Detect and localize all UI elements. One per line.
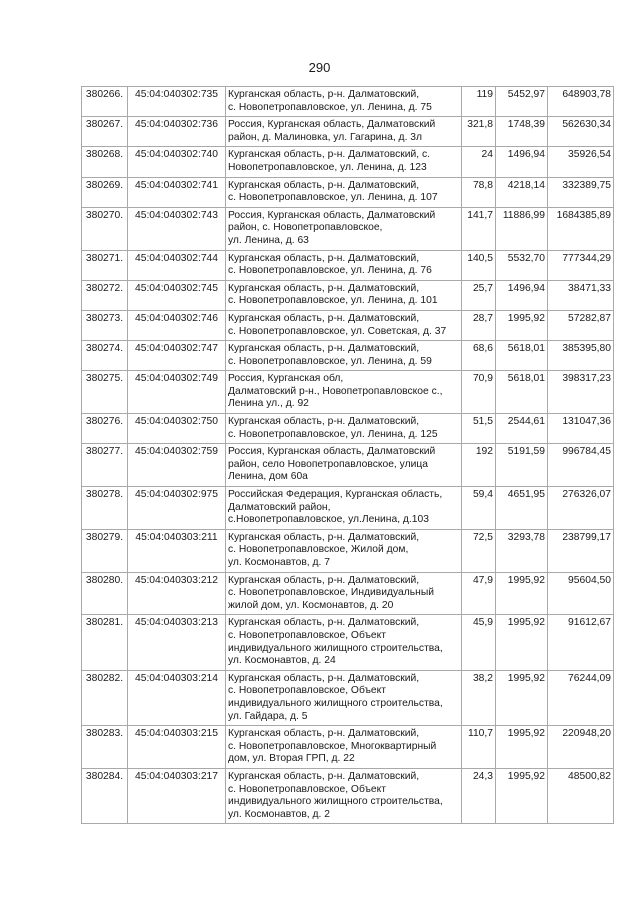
address-line: ул. Космонавтов, д. 2	[228, 808, 330, 820]
area-cell: 24	[462, 147, 496, 177]
address-cell	[226, 87, 462, 117]
specific-value-cell: 1995,92	[496, 572, 548, 615]
address-line: с. Новопетропавловское, Объект	[228, 685, 386, 697]
cadastral-value-cell: 332389,75	[548, 177, 614, 207]
address-line: Далматовский р-н., Новопетропавловское с.,	[228, 385, 443, 397]
address-cell	[226, 250, 462, 280]
table-row	[82, 177, 614, 207]
table-body	[82, 87, 614, 824]
specific-value-cell: 1496,94	[496, 147, 548, 177]
address-line: ул. Гайдара, д. 5	[228, 710, 308, 722]
address-line: с. Новопетропавловское, Объект	[228, 783, 386, 795]
cadastral-number-cell: 45:04:040302:975	[128, 487, 226, 530]
area-cell: 59,4	[462, 487, 496, 530]
row-number-cell: 380276.	[82, 414, 128, 444]
address-line: с. Новопетропавловское, ул. Ленина, д. 59	[228, 355, 432, 367]
address-line: с. Новопетропавловское, Объект	[228, 629, 386, 641]
specific-value-cell: 1995,92	[496, 768, 548, 823]
address-line: с. Новопетропавловское, Жилой дом,	[228, 544, 409, 556]
address-line: индивидуального жилищного строительства,	[228, 642, 443, 654]
address-cell	[226, 487, 462, 530]
area-cell: 78,8	[462, 177, 496, 207]
address-line: Россия, Курганская область, Далматовский	[228, 209, 436, 221]
cadastral-number-cell: 45:04:040302:736	[128, 117, 226, 147]
cadastral-value-cell: 276326,07	[548, 487, 614, 530]
address-cell	[226, 768, 462, 823]
cadastral-number-cell: 45:04:040302:749	[128, 371, 226, 414]
address-line: с. Новопетропавловское, ул. Ленина, д. 101	[228, 295, 438, 307]
specific-value-cell: 1995,92	[496, 310, 548, 340]
specific-value-cell: 5191,59	[496, 444, 548, 487]
row-number-cell: 380267.	[82, 117, 128, 147]
cadastral-value-cell: 777344,29	[548, 250, 614, 280]
row-number-cell: 380283.	[82, 726, 128, 769]
row-number-cell: 380272.	[82, 280, 128, 310]
cadastral-value-cell: 238799,17	[548, 529, 614, 572]
table-row	[82, 726, 614, 769]
address-line: ул. Космонавтов, д. 24	[228, 655, 336, 667]
address-line: с. Новопетропавловское, ул. Ленина, д. 76	[228, 265, 432, 277]
address-line: с. Новопетропавловское, Многоквартирный	[228, 740, 437, 752]
specific-value-cell: 5618,01	[496, 341, 548, 371]
table-row	[82, 572, 614, 615]
address-line: с. Новопетропавловское, ул. Ленина, д. 107	[228, 192, 438, 204]
area-cell: 24,3	[462, 768, 496, 823]
area-cell: 45,9	[462, 615, 496, 670]
address-cell	[226, 371, 462, 414]
cadastral-number-cell: 45:04:040302:746	[128, 310, 226, 340]
address-line: ул. Ленина, д. 63	[228, 234, 309, 246]
row-number-cell: 380279.	[82, 529, 128, 572]
address-cell	[226, 147, 462, 177]
address-line: район, д. Малиновка, ул. Гагарина, д. 3л	[228, 131, 423, 143]
table-row	[82, 207, 614, 250]
address-line: дом, ул. Вторая ГРП, д. 22	[228, 753, 355, 765]
address-cell	[226, 670, 462, 725]
area-cell: 68,6	[462, 341, 496, 371]
address-line: Курганская область, р-н. Далматовский,	[228, 728, 420, 740]
table-row	[82, 117, 614, 147]
cadastral-number-cell: 45:04:040303:211	[128, 529, 226, 572]
cadastral-value-cell: 76244,09	[548, 670, 614, 725]
address-cell	[226, 726, 462, 769]
cadastral-number-cell: 45:04:040302:745	[128, 280, 226, 310]
address-cell	[226, 177, 462, 207]
cadastral-value-cell: 648903,78	[548, 87, 614, 117]
specific-value-cell: 11886,99	[496, 207, 548, 250]
row-number-cell: 380268.	[82, 147, 128, 177]
area-cell: 140,5	[462, 250, 496, 280]
table-row	[82, 768, 614, 823]
cadastral-value-cell: 35926,54	[548, 147, 614, 177]
table-row	[82, 250, 614, 280]
cadastral-number-cell: 45:04:040302:735	[128, 87, 226, 117]
cadastral-value-cell: 996784,45	[548, 444, 614, 487]
address-line: Курганская область, р-н. Далматовский,	[228, 672, 420, 684]
cadastral-value-cell: 562630,34	[548, 117, 614, 147]
address-line: Курганская область, р-н. Далматовский,	[228, 252, 420, 264]
row-number-cell: 380274.	[82, 341, 128, 371]
address-cell	[226, 572, 462, 615]
table-row	[82, 310, 614, 340]
address-line: Новопетропавловское, ул. Ленина, д. 123	[228, 161, 427, 173]
row-number-cell: 380278.	[82, 487, 128, 530]
row-number-cell: 380266.	[82, 87, 128, 117]
cadastral-value-cell: 57282,87	[548, 310, 614, 340]
cadastral-number-cell: 45:04:040302:740	[128, 147, 226, 177]
cadastral-number-cell: 45:04:040303:212	[128, 572, 226, 615]
cadastral-number-cell: 45:04:040302:743	[128, 207, 226, 250]
area-cell: 192	[462, 444, 496, 487]
row-number-cell: 380271.	[82, 250, 128, 280]
area-cell: 47,9	[462, 572, 496, 615]
cadastral-number-cell: 45:04:040303:214	[128, 670, 226, 725]
specific-value-cell: 1496,94	[496, 280, 548, 310]
specific-value-cell: 1995,92	[496, 726, 548, 769]
address-line: Курганская область, р-н. Далматовский, с.	[228, 149, 431, 161]
specific-value-cell: 5452,97	[496, 87, 548, 117]
address-line: Курганская область, р-н. Далматовский,	[228, 416, 420, 428]
address-cell	[226, 444, 462, 487]
row-number-cell: 380281.	[82, 615, 128, 670]
table-row	[82, 87, 614, 117]
cadastral-number-cell: 45:04:040302:750	[128, 414, 226, 444]
address-line: район, село Новопетропавловское, улица	[228, 458, 428, 470]
table-row	[82, 487, 614, 530]
area-cell: 72,5	[462, 529, 496, 572]
specific-value-cell: 2544,61	[496, 414, 548, 444]
page-number: 290	[308, 60, 331, 75]
row-number-cell: 380275.	[82, 371, 128, 414]
cadastral-value-cell: 385395,80	[548, 341, 614, 371]
area-cell: 28,7	[462, 310, 496, 340]
cadastral-number-cell: 45:04:040302:744	[128, 250, 226, 280]
address-line: Курганская область, р-н. Далматовский,	[228, 343, 420, 355]
cadastral-number-cell: 45:04:040302:747	[128, 341, 226, 371]
address-line: индивидуального жилищного строительства,	[228, 796, 443, 808]
cadastral-value-cell: 398317,23	[548, 371, 614, 414]
address-cell	[226, 341, 462, 371]
table-row	[82, 371, 614, 414]
row-number-cell: 380280.	[82, 572, 128, 615]
address-line: Ленина ул., д. 92	[228, 398, 309, 410]
cadastral-value-cell: 48500,82	[548, 768, 614, 823]
area-cell: 25,7	[462, 280, 496, 310]
table-row	[82, 529, 614, 572]
address-line: с. Новопетропавловское, ул. Ленина, д. 125	[228, 428, 438, 440]
cadastral-number-cell: 45:04:040303:215	[128, 726, 226, 769]
address-cell	[226, 207, 462, 250]
address-cell	[226, 529, 462, 572]
address-line: с. Новопетропавловское, ул. Ленина, д. 75	[228, 101, 432, 113]
area-cell: 119	[462, 87, 496, 117]
table-row	[82, 670, 614, 725]
address-line: Россия, Курганская область, Далматовский	[228, 446, 436, 458]
cadastral-number-cell: 45:04:040303:217	[128, 768, 226, 823]
cadastral-value-cell: 1684385,89	[548, 207, 614, 250]
address-line: Курганская область, р-н. Далматовский,	[228, 89, 420, 100]
address-line: Курганская область, р-н. Далматовский,	[228, 770, 420, 782]
specific-value-cell: 5532,70	[496, 250, 548, 280]
specific-value-cell: 4651,95	[496, 487, 548, 530]
address-line: Российская Федерация, Курганская область,	[228, 489, 443, 501]
area-cell: 70,9	[462, 371, 496, 414]
cadastral-value-cell: 131047,36	[548, 414, 614, 444]
address-cell	[226, 280, 462, 310]
address-line: Курганская область, р-н. Далматовский,	[228, 531, 420, 543]
table-row	[82, 414, 614, 444]
cadastral-value-cell: 91612,67	[548, 615, 614, 670]
address-line: ул. Космонавтов, д. 7	[228, 557, 330, 568]
table-row	[82, 444, 614, 487]
address-line: Ленина, дом 60а	[228, 471, 308, 483]
row-number-cell: 380270.	[82, 207, 128, 250]
address-line: с.Новопетропавловское, ул.Ленина, д.103	[228, 514, 429, 526]
address-line: район, с. Новопетропавловское,	[228, 222, 383, 234]
address-cell	[226, 414, 462, 444]
address-cell	[226, 615, 462, 670]
address-line: с. Новопетропавловское, Индивидуальный	[228, 587, 434, 599]
area-cell: 321,8	[462, 117, 496, 147]
address-line: с. Новопетропавловское, ул. Советская, д. 37	[228, 325, 447, 337]
address-line: Курганская область, р-н. Далматовский,	[228, 617, 420, 629]
cadastral-number-cell: 45:04:040302:759	[128, 444, 226, 487]
address-line: Курганская область, р-н. Далматовский,	[228, 179, 420, 191]
address-line: жилой дом, ул. Космонавтов, д. 20	[228, 599, 394, 611]
area-cell: 141,7	[462, 207, 496, 250]
cadastral-value-cell: 220948,20	[548, 726, 614, 769]
specific-value-cell: 5618,01	[496, 371, 548, 414]
address-line: Курганская область, р-н. Далматовский,	[228, 574, 420, 586]
address-line: Курганская область, р-н. Далматовский,	[228, 282, 420, 294]
specific-value-cell: 3293,78	[496, 529, 548, 572]
specific-value-cell: 1995,92	[496, 615, 548, 670]
table-row	[82, 147, 614, 177]
cadastral-value-cell: 95604,50	[548, 572, 614, 615]
address-cell	[226, 117, 462, 147]
table-row	[82, 341, 614, 371]
specific-value-cell: 1995,92	[496, 670, 548, 725]
row-number-cell: 380284.	[82, 768, 128, 823]
address-line: индивидуального жилищного строительства,	[228, 697, 443, 709]
row-number-cell: 380282.	[82, 670, 128, 725]
table-row	[82, 615, 614, 670]
cadastral-number-cell: 45:04:040302:741	[128, 177, 226, 207]
area-cell: 110,7	[462, 726, 496, 769]
cadastral-number-cell: 45:04:040303:213	[128, 615, 226, 670]
address-line: Россия, Курганская обл,	[228, 373, 344, 385]
address-line: Курганская область, р-н. Далматовский,	[228, 312, 420, 324]
row-number-cell: 380269.	[82, 177, 128, 207]
specific-value-cell: 1748,39	[496, 117, 548, 147]
specific-value-cell: 4218,14	[496, 177, 548, 207]
area-cell: 38,2	[462, 670, 496, 725]
cadastral-value-cell: 38471,33	[548, 280, 614, 310]
address-line: Россия, Курганская область, Далматовский	[228, 119, 436, 131]
address-line: Далматовский район,	[228, 501, 331, 513]
row-number-cell: 380273.	[82, 310, 128, 340]
area-cell: 51,5	[462, 414, 496, 444]
cadastral-value-table	[81, 86, 614, 824]
address-cell	[226, 310, 462, 340]
row-number-cell: 380277.	[82, 444, 128, 487]
table-row	[82, 280, 614, 310]
